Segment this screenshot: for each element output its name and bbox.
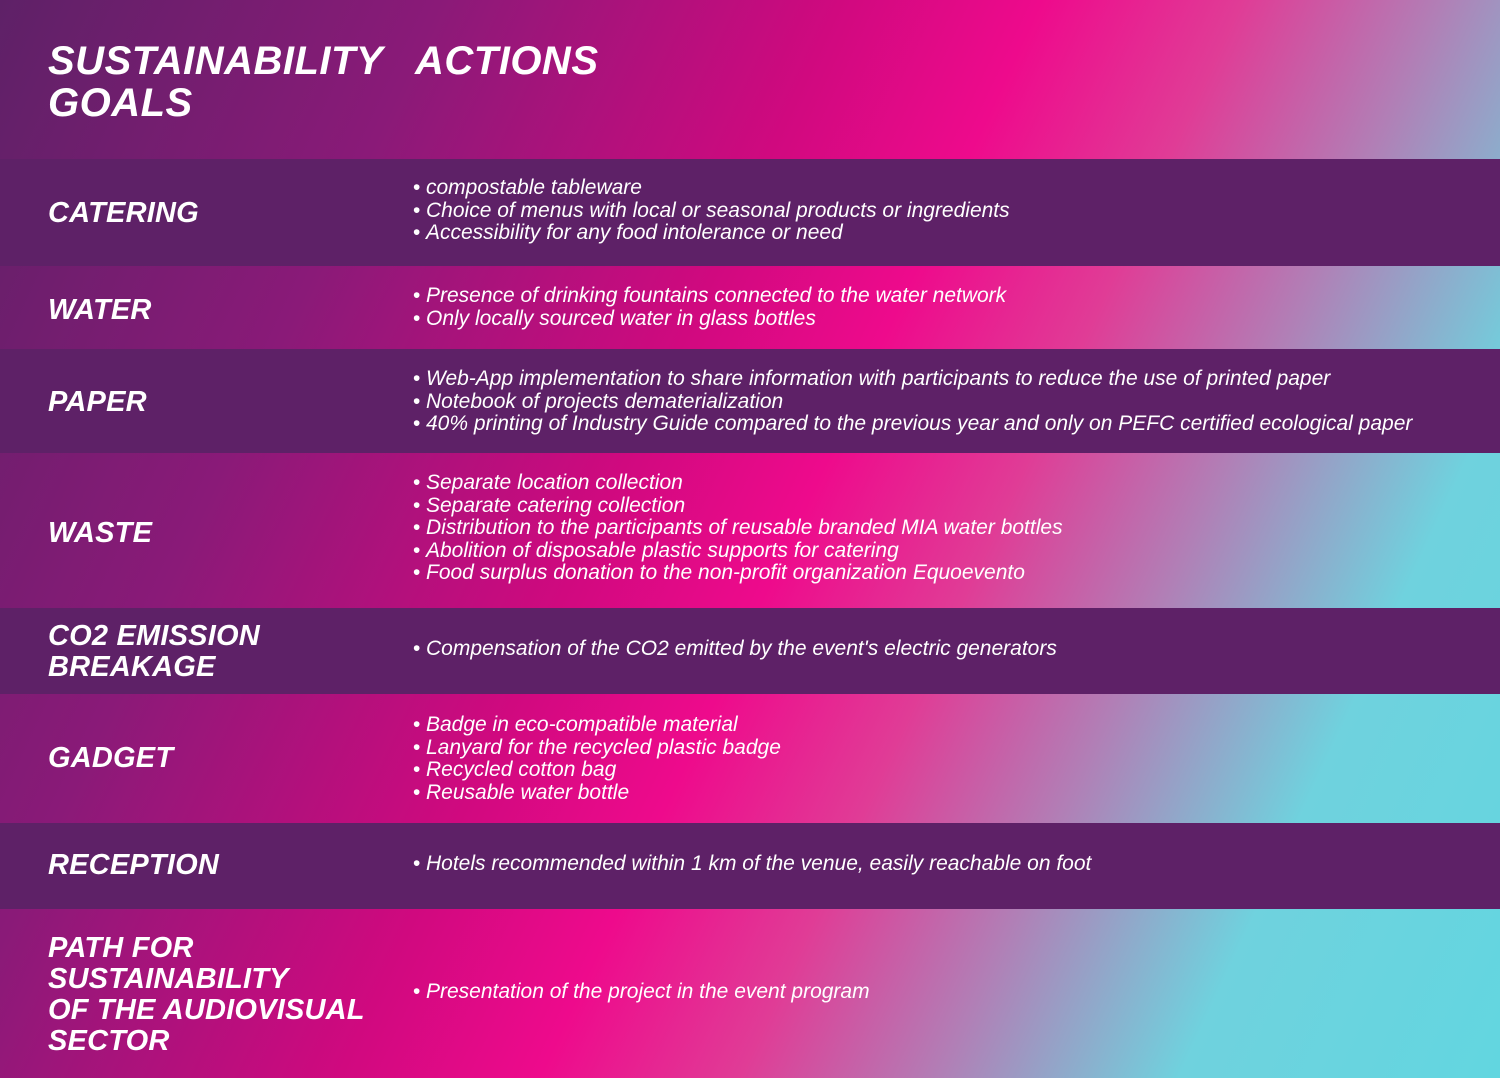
action-item: • Web-App implementation to share information with participants to reduce the use of printed paper [413, 368, 1412, 391]
action-item: • Lanyard for the recycled plastic badge [413, 737, 781, 760]
goals-heading: SUSTAINABILITY GOALS [48, 39, 384, 125]
action-item: • Abolition of disposable plastic supports for catering [413, 540, 1063, 563]
action-list [413, 981, 870, 1004]
action-item: • Choice of menus with local or seasonal products or ingredients [413, 200, 1010, 223]
action-item: • Only locally sourced water in glass bottles [413, 308, 1006, 331]
action-item: • Food surplus donation to the non-profit organization Equoevento [413, 562, 1063, 585]
action-list [413, 285, 1006, 330]
action-list [413, 853, 1091, 876]
action-item: • Compensation of the CO2 emitted by the event's electric generators [413, 638, 1057, 661]
action-item: • Notebook of projects dematerialization [413, 391, 1412, 414]
row-catering [0, 159, 1500, 266]
row-reception [0, 823, 1500, 909]
action-item: • Reusable water bottle [413, 782, 781, 805]
row-co2-emission [0, 608, 1500, 694]
action-list [413, 368, 1412, 436]
actions-heading: ACTIONS [415, 39, 599, 83]
action-item: • Presentation of the project in the event program [413, 981, 870, 1004]
action-item: • Distribution to the participants of reusable branded MIA water bottles [413, 517, 1063, 540]
table-header [0, 0, 1500, 158]
action-list [413, 177, 1010, 245]
row-paper [0, 349, 1500, 453]
action-item: • Separate location collection [413, 472, 1063, 495]
goal-label: PATH FOR SUSTAINABILITY OF THE AUDIOVISUAL SECTOR [48, 932, 365, 1057]
action-item: • Accessibility for any food intolerance or need [413, 222, 1010, 245]
action-item: • Hotels recommended within 1 km of the venue, easily reachable on foot [413, 853, 1091, 876]
goal-label: PAPER [48, 386, 147, 418]
row-water [0, 266, 1500, 348]
row-gadget [0, 695, 1500, 822]
action-item: • Recycled cotton bag [413, 759, 781, 782]
goal-label: WATER [48, 294, 152, 326]
action-list [413, 638, 1057, 661]
goal-label: CATERING [48, 197, 199, 229]
goal-label: RECEPTION [48, 849, 219, 881]
action-item: • Separate catering collection [413, 495, 1063, 518]
action-list [413, 714, 781, 804]
action-item: • compostable tableware [413, 177, 1010, 200]
action-list [413, 472, 1063, 585]
row-waste [0, 454, 1500, 607]
action-item: • Badge in eco-compatible material [413, 714, 781, 737]
goal-label: WASTE [48, 517, 153, 549]
goal-label: GADGET [48, 742, 174, 774]
goal-label: CO2 EMISSION BREAKAGE [48, 620, 260, 683]
action-item: • Presence of drinking fountains connected to the water network [413, 285, 1006, 308]
action-item: • 40% printing of Industry Guide compared to the previous year and only on PEFC certified ecological paper [413, 413, 1412, 436]
row-path-for-sustainability [0, 910, 1500, 1078]
